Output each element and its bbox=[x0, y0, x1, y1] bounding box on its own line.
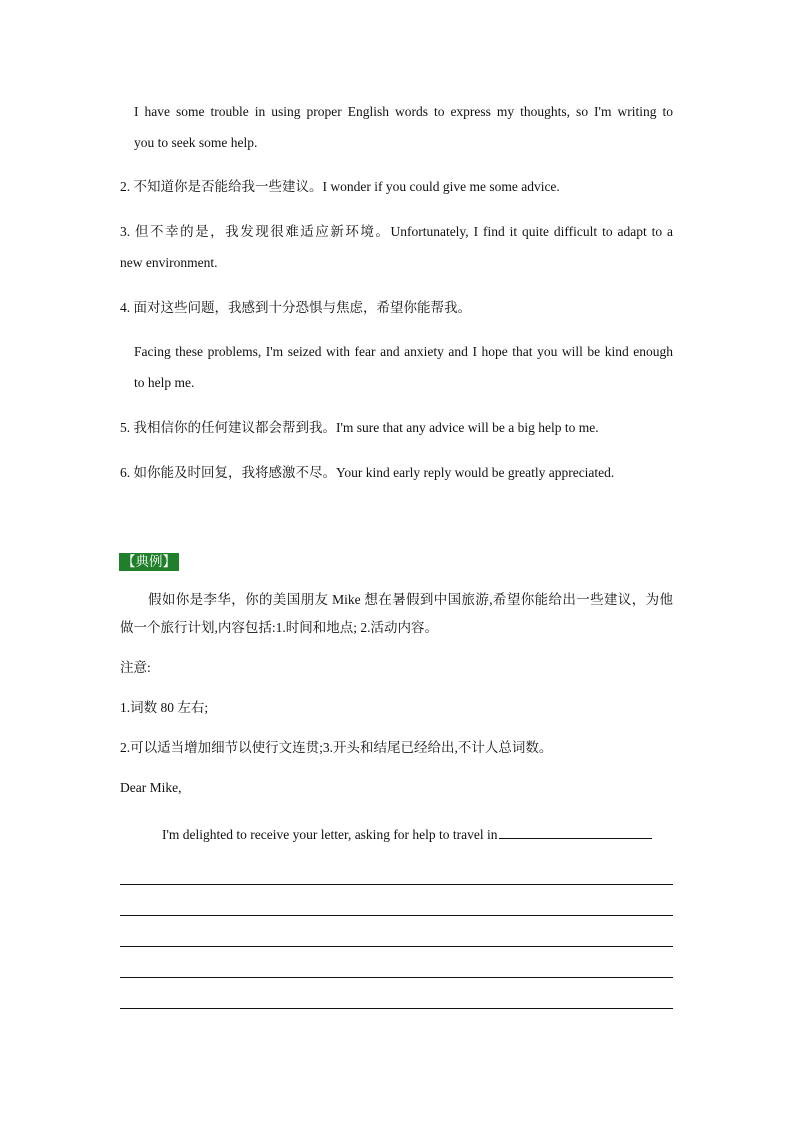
item-3-line-2: new environment. bbox=[120, 255, 218, 270]
example-prompt-line-1: 假如你是李华，你的美国朋友 Mike 想在暑假到中国旅游,希望你能给出一些建议，为他 bbox=[148, 592, 673, 607]
item-4: 4. 面对这些问题，我感到十分恐惧与焦虑，希望你能帮我。 bbox=[120, 300, 471, 315]
item-4-english-line-2: to help me. bbox=[134, 375, 195, 390]
item-3-line-1: 3. 但不幸的是，我发现很难适应新环境。Unfortunately, I find it quite difficult to adapt to a bbox=[120, 224, 673, 239]
item-2: 2. 不知道你是否能给我一些建议。I wonder if you could give me some advice. bbox=[120, 179, 560, 194]
answer-line-3[interactable] bbox=[120, 946, 673, 947]
answer-line-2[interactable] bbox=[120, 915, 673, 916]
opening-sentence bbox=[162, 824, 652, 844]
item-6: 6. 如你能及时回复，我将感激不尽。Your kind early reply would be greatly appreciated. bbox=[120, 465, 615, 480]
item-5: 5. 我相信你的任何建议都会帮到我。I'm sure that any advice will be a big help to me. bbox=[120, 420, 599, 435]
intro-line-1: I have some trouble in using proper English words to express my thoughts, so I'm writing to bbox=[134, 104, 673, 119]
note-2: 2.可以适当增加细节以使行文连贯;3.开头和结尾已经给出,不计人总词数。 bbox=[120, 740, 553, 755]
note-1: 1.词数 80 左右; bbox=[120, 700, 209, 715]
answer-line-4[interactable] bbox=[120, 977, 673, 978]
example-prompt-line-2: 做一个旅行计划,内容包括:1.时间和地点; 2.活动内容。 bbox=[120, 620, 439, 635]
opening-text: I'm delighted to receive your letter, asking for help to travel in bbox=[162, 827, 498, 842]
answer-line-1[interactable] bbox=[120, 884, 673, 885]
example-tag: 【典例】 bbox=[119, 553, 179, 571]
answer-line-5[interactable] bbox=[120, 1008, 673, 1009]
item-4-english-line-1: Facing these problems, I'm seized with fear and anxiety and I hope that you will be kind enough bbox=[134, 344, 673, 359]
intro-line-2: you to seek some help. bbox=[134, 135, 258, 150]
answer-blank-inline[interactable] bbox=[499, 824, 652, 839]
salutation: Dear Mike, bbox=[120, 780, 182, 795]
note-label: 注意: bbox=[120, 660, 151, 675]
